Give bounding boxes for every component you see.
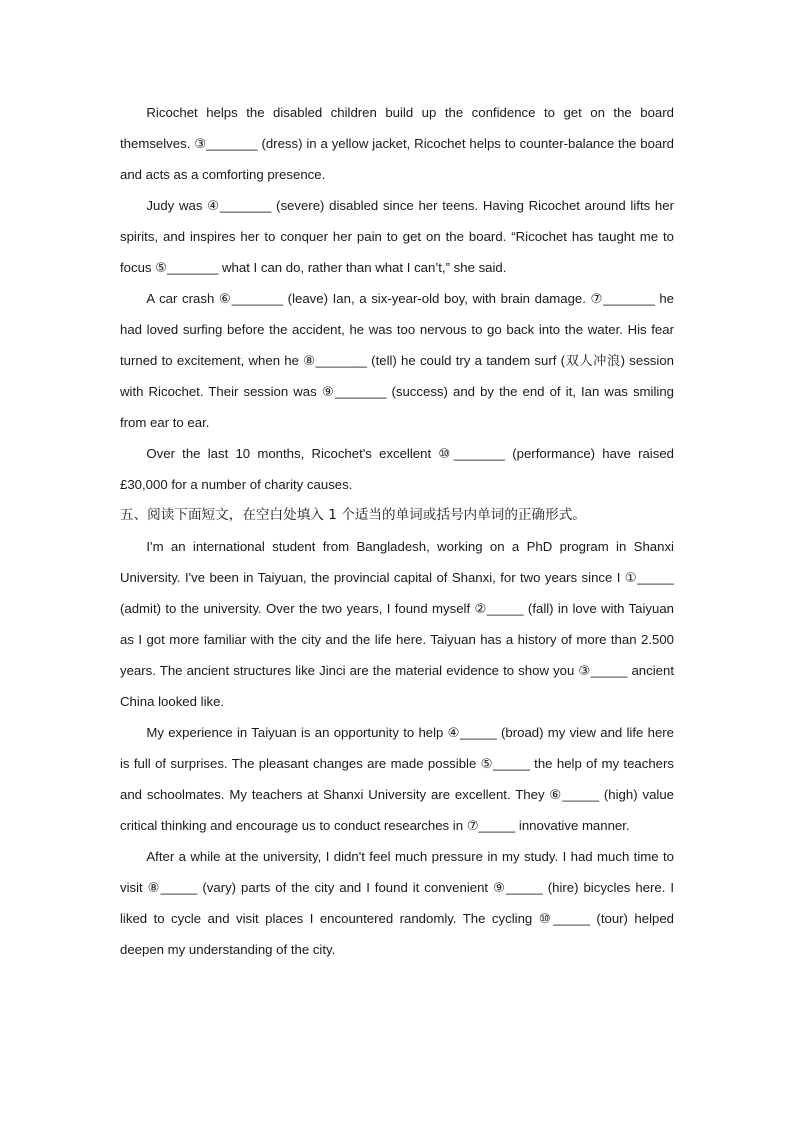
section-five-heading: 五、阅读下面短文，在空白处填入 1 个适当的单词或括号内单词的正确形式。 — [120, 507, 586, 523]
document-body — [120, 97, 674, 965]
paragraph-experience: My experience in Taiyuan is an opportunity to help ④_____ (broad) my view and life here is full of surprises. The pleasant changes are made possible ⑤_____ the help of my teachers and schoolmates. My teachers at Shanxi University are excellent. They ⑥_____ (high) value critical thinking and encourage us to conduct researches in ⑦_____ innovative manner. — [120, 725, 674, 833]
paragraph-ian: A car crash ⑥_______ (leave) Ian, a six-year-old boy, with brain damage. ⑦_______ he had loved surfing before the accident, he was too nervous to go back into the water. His fear turned to excitement, when he ⑧_______ (tell) he could try a tandem surf (双人冲浪) session with Ricochet. Their session was ⑨_______ (success) and by the end of it, Ian was smiling from ear to ear. — [120, 291, 674, 430]
paragraph-charity: Over the last 10 months, Ricochet's excellent ⑩_______ (performance) have raised £30,000 for a number of charity causes. — [120, 446, 674, 492]
paragraph-taiyuan-intro: I'm an international student from Bangladesh, working on a PhD program in Shanxi University. I've been in Taiyuan, the provincial capital of Shanxi, for two years since I ①_____ (admit) to the university. Over the two years, I found myself ②_____ (fall) in love with Taiyuan as I got more familiar with the city and the life here. Taiyuan has a history of more than 2.500 years. The ancient structures like Jinci are the material evidence to show you ③_____ ancient China looked like. — [120, 539, 674, 709]
paragraph-judy: Judy was ④_______ (severe) disabled since her teens. Having Ricochet around lifts her spirits, and inspires her to conquer her pain to get on the board. “Ricochet has taught me to focus ⑤_______ what I can do, rather than what I can’t,” she said. — [120, 198, 674, 275]
paragraph-ricochet-confidence: Ricochet helps the disabled children build up the confidence to get on the board themselves. ③_______ (dress) in a yellow jacket, Ricochet helps to counter-balance the board and acts as a comforting presence. — [120, 105, 674, 182]
paragraph-cycling: After a while at the university, I didn't feel much pressure in my study. I had much time to visit ⑧_____ (vary) parts of the city and I found it convenient ⑨_____ (hire) bicycles here. I liked to cycle and visit places I encountered randomly. The cycling ⑩_____ (tour) helped deepen my understanding of the city. — [120, 849, 674, 957]
